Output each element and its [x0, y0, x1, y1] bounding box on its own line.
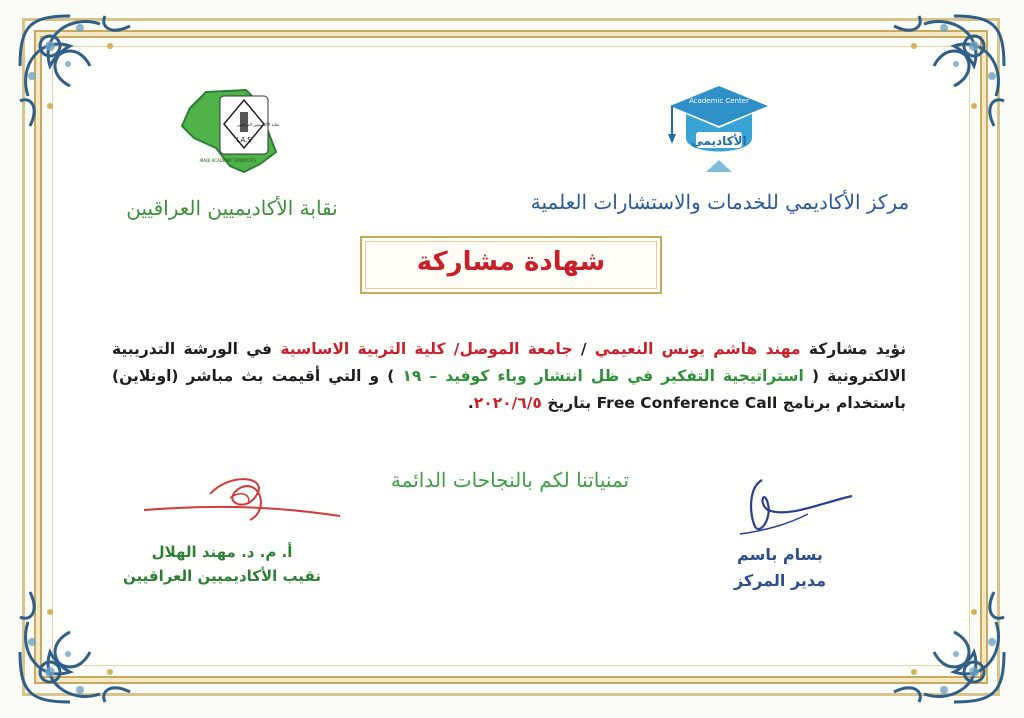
signatory-right-title: مدير المركز: [733, 571, 827, 590]
academic-center-logo-icon: [664, 82, 774, 174]
signatory-left-title: نقيب الأكاديميين العراقيين: [123, 567, 321, 585]
corner-ornament-icon: [874, 572, 1014, 712]
corner-ornament-icon: [874, 6, 1014, 146]
wishes-line: تمنياتنا لكم بالنجاحات الدائمة: [390, 468, 630, 492]
workshop-title: استراتيجية التفكير في ظل انتشار وباء كوفيد – ١٩: [402, 367, 804, 385]
participant-institution: جامعة الموصل/ كلية التربية الاساسية: [280, 340, 573, 358]
iraqi-academic-syndicate-name: نقابة الأكاديميين العراقيين: [126, 196, 338, 220]
certificate-title: شهادة مشاركة: [416, 247, 606, 277]
signatory-right: [700, 542, 860, 594]
svg-text:الأكاديمي: الأكاديمي: [691, 134, 747, 148]
signature-right-icon: [728, 474, 858, 540]
iraqi-academic-syndicate-logo-icon: [176, 86, 286, 176]
body-broadcast: ) و التي أقيمت بث مباشر (اونلاين) باستخدام برنامج: [112, 367, 906, 412]
svg-text:IRAQI ACADEMIC SYNDICATE: IRAQI ACADEMIC SYNDICATE: [199, 158, 257, 163]
signatory-left-name: أ. م. د. مهند الهلال: [151, 543, 293, 561]
title-frame: [360, 236, 662, 294]
signature-left-icon: [140, 470, 350, 530]
body-workshop-intro: في الورشة التدريبية الالكترونية (: [112, 340, 906, 385]
body-date-label: بتاريخ: [547, 394, 592, 412]
separator: /: [580, 340, 587, 358]
body-end: .: [467, 394, 474, 412]
svg-text:Academic Center: Academic Center: [689, 97, 749, 105]
academic-center-name: مركز الأكاديمي للخدمات والاستشارات العلمية: [530, 190, 910, 214]
participant-name: مهند هاشم يونس النعيمي: [594, 340, 801, 358]
certificate-body: [112, 336, 906, 417]
corner-ornament-icon: [10, 6, 150, 146]
svg-text:نقابة الأكاديميين العراقيين: نقابة الأكاديميين العراقيين: [236, 122, 280, 127]
program-name: Free Conference Call: [596, 394, 778, 412]
body-intro: نؤيد مشاركة: [808, 340, 907, 358]
event-date: ٢٠٢٠/٦/٥: [473, 394, 542, 412]
corner-ornament-icon: [10, 572, 150, 712]
signatory-left: [92, 540, 352, 588]
svg-text:I.A.S: I.A.S: [236, 136, 252, 144]
signatory-right-name: بسام باسم: [737, 545, 823, 564]
